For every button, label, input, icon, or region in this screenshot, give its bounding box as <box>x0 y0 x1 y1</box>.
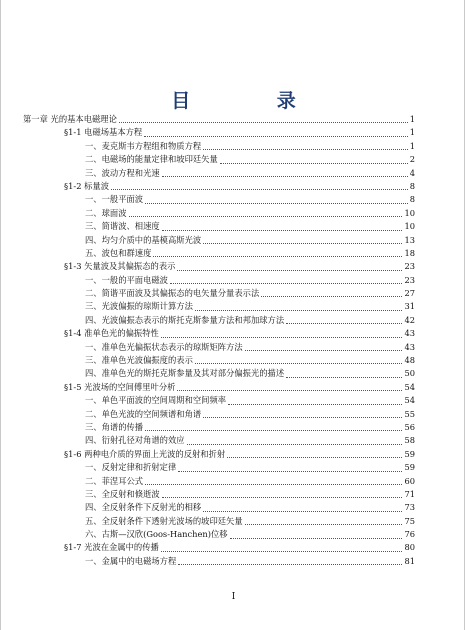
toc-page-number: 1 <box>409 140 415 151</box>
dot-leader <box>144 136 407 137</box>
toc-entry-title: 二、球面波 <box>85 207 127 218</box>
toc-subsection-entry[interactable] <box>1 167 465 180</box>
dot-leader <box>170 283 402 284</box>
toc-page-number: 2 <box>409 154 415 165</box>
toc-subsection-entry[interactable] <box>1 287 465 300</box>
toc-page-number: 73 <box>404 502 415 513</box>
toc-page-number: 10 <box>404 207 415 218</box>
toc-subsection-entry[interactable] <box>1 555 465 568</box>
dot-leader <box>178 471 402 472</box>
toc-entry-title: 四、全反射条件下反射光的相移 <box>85 502 202 513</box>
dot-leader <box>145 484 402 485</box>
toc-entry-title: 五、全反射条件下透射光波场的坡印廷矢量 <box>85 515 243 526</box>
toc-subsection-entry[interactable] <box>1 300 465 313</box>
dot-leader <box>119 122 408 123</box>
toc-subsection-entry[interactable] <box>1 341 465 354</box>
toc-entry-title: 一、一般平面波 <box>85 194 144 205</box>
toc-page-number: 58 <box>404 435 415 446</box>
toc-entry-title: 三、光波偏振的琼斯计算方法 <box>85 301 193 312</box>
toc-page-number: 76 <box>404 529 415 540</box>
toc-section-entry[interactable] <box>1 260 465 273</box>
toc-entry-title: 一、准单色光偏振状态表示的琼斯矩阵方法 <box>85 341 243 352</box>
toc-entry-title: 一、反射定律和折射定律 <box>85 462 177 473</box>
toc-entry-title: 四、衍射孔径对角谱的效应 <box>85 435 185 446</box>
dot-leader <box>203 243 402 244</box>
toc-entry-title: 五、波包和群速度 <box>85 247 152 258</box>
toc-entry-title: 二、菲涅耳公式 <box>85 475 144 486</box>
toc-subsection-entry[interactable] <box>1 408 465 421</box>
toc-entry-title: 四、均匀介质中的基模高斯光波 <box>85 234 202 245</box>
dot-leader <box>161 337 403 338</box>
toc-entry-title: 二、电磁场的能量定律和坡印廷矢量 <box>85 154 218 165</box>
page-title: 目 录 <box>171 90 336 112</box>
toc-page-number: 54 <box>404 381 415 392</box>
dot-leader <box>129 216 403 217</box>
toc-subsection-entry[interactable] <box>1 501 465 514</box>
dot-leader <box>245 524 403 525</box>
dot-leader <box>195 363 403 364</box>
toc-entry-title: §1-1 电磁场基本方程 <box>64 127 143 138</box>
dot-leader <box>178 564 402 565</box>
toc-entry-title: 一、单色平面波的空间周期和空间频率 <box>85 395 227 406</box>
dot-leader <box>203 149 408 150</box>
toc-subsection-entry[interactable] <box>1 394 465 407</box>
toc-page-number: 50 <box>404 368 415 379</box>
dot-leader <box>286 377 402 378</box>
toc-page-number: 42 <box>404 314 415 325</box>
toc-entry-title: §1-7 光波在金属中的传播 <box>64 542 159 553</box>
toc-section-entry[interactable] <box>1 448 465 461</box>
toc-page-number: 31 <box>404 301 415 312</box>
page-number-footer: I <box>231 592 236 602</box>
toc-subsection-entry[interactable] <box>1 488 465 501</box>
dot-leader <box>220 163 408 164</box>
toc-entry-title: 一、麦克斯韦方程组和物质方程 <box>85 140 202 151</box>
toc-chapter-entry[interactable] <box>1 113 465 126</box>
toc-page-number: 8 <box>409 180 415 191</box>
toc-page-number: 1 <box>409 127 415 138</box>
toc-page-number: 59 <box>404 462 415 473</box>
toc-page-number: 8 <box>409 194 415 205</box>
toc-subsection-entry[interactable] <box>1 193 465 206</box>
toc-subsection-entry[interactable] <box>1 515 465 528</box>
dot-leader <box>195 310 403 311</box>
dot-leader <box>153 256 402 257</box>
toc-page-number: 13 <box>404 234 415 245</box>
toc-page-number: 71 <box>404 488 415 499</box>
toc-entry-title: 三、全反射和倏逝波 <box>85 488 160 499</box>
toc-subsection-entry[interactable] <box>1 367 465 380</box>
toc-subsection-entry[interactable] <box>1 220 465 233</box>
toc-subsection-entry[interactable] <box>1 247 465 260</box>
toc-entry-title: §1-5 光波场的空间傅里叶分析 <box>64 381 176 392</box>
dot-leader <box>177 390 402 391</box>
toc-page-number: 10 <box>404 221 415 232</box>
toc-entry-title: 一、一般的平面电磁波 <box>85 274 168 285</box>
dot-leader <box>162 176 408 177</box>
toc-subsection-entry[interactable] <box>1 461 465 474</box>
toc-page-number: 59 <box>404 448 415 459</box>
toc-entry-title: 四、准单色光的斯托克斯参量及其对部分偏振光的描述 <box>85 368 285 379</box>
toc-entry-title: 六、古斯—汉欣(Goos-Hanchen)位移 <box>85 529 228 540</box>
toc-page-number: 60 <box>404 475 415 486</box>
dot-leader <box>261 296 402 297</box>
toc-page-number: 43 <box>404 328 415 339</box>
toc-page-number: 56 <box>404 421 415 432</box>
toc-subsection-entry[interactable] <box>1 314 465 327</box>
toc-subsection-entry[interactable] <box>1 421 465 434</box>
toc-page-number: 55 <box>404 408 415 419</box>
dot-leader <box>161 551 403 552</box>
toc-page-number: 1 <box>409 113 415 124</box>
toc-entry-title: 二、单色光波的空间频谱和角谱 <box>85 408 202 419</box>
dot-leader <box>162 497 403 498</box>
toc-entry-title: 三、简谐波、相速度 <box>85 221 160 232</box>
toc-entry-title: 二、简谐平面波及其偏振态的电矢量分量表示法 <box>85 288 260 299</box>
dot-leader <box>286 323 402 324</box>
toc-entry-title: §1-6 两种电介质的界面上光波的反射和折射 <box>64 448 226 459</box>
toc-section-entry[interactable] <box>1 542 465 555</box>
toc-section-entry[interactable] <box>1 126 465 139</box>
toc-subsection-entry[interactable] <box>1 434 465 447</box>
dot-leader <box>187 444 403 445</box>
toc-subsection-entry[interactable] <box>1 234 465 247</box>
dot-leader <box>177 270 402 271</box>
dot-leader <box>203 511 402 512</box>
toc-page-number: 80 <box>404 542 415 553</box>
toc-section-entry[interactable] <box>1 327 465 340</box>
toc-entry-title: §1-2 标量波 <box>64 180 110 191</box>
toc-page-number: 75 <box>404 515 415 526</box>
toc-entry-title: 四、光波偏振态表示的斯托克斯参量方法和邦加球方法 <box>85 314 285 325</box>
dot-leader <box>203 417 402 418</box>
toc-subsection-entry[interactable] <box>1 153 465 166</box>
toc-subsection-entry[interactable] <box>1 475 465 488</box>
dot-leader <box>162 230 403 231</box>
toc-entry-title: §1-3 矢量波及其偏振态的表示 <box>64 261 176 272</box>
toc-page-number: 4 <box>409 167 415 178</box>
toc-subsection-entry[interactable] <box>1 354 465 367</box>
toc-page-number: 23 <box>404 261 415 272</box>
toc-page-number: 81 <box>404 555 415 566</box>
toc-subsection-entry[interactable] <box>1 140 465 153</box>
toc-page-number: 23 <box>404 274 415 285</box>
toc-page-number: 43 <box>404 341 415 352</box>
toc-page-number: 27 <box>404 288 415 299</box>
dot-leader <box>111 189 408 190</box>
toc-subsection-entry[interactable] <box>1 528 465 541</box>
dot-leader <box>230 538 403 539</box>
dot-leader <box>228 404 402 405</box>
toc-entry-title: 三、波动方程和光速 <box>85 167 160 178</box>
toc-subsection-entry[interactable] <box>1 207 465 220</box>
dot-leader <box>145 430 402 431</box>
toc-entry-title: 三、角谱的传播 <box>85 421 144 432</box>
toc-page-number: 18 <box>404 247 415 258</box>
toc-entry-title: 一、金属中的电磁场方程 <box>85 555 177 566</box>
dot-leader <box>145 203 408 204</box>
dot-leader <box>245 350 403 351</box>
toc-subsection-entry[interactable] <box>1 274 465 287</box>
toc-section-entry[interactable] <box>1 180 465 193</box>
toc-entry-title: 三、准单色光波偏振度的表示 <box>85 355 193 366</box>
toc-section-entry[interactable] <box>1 381 465 394</box>
dot-leader <box>227 457 402 458</box>
toc-page-number: 54 <box>404 395 415 406</box>
table-of-contents <box>1 113 465 568</box>
toc-entry-title: §1-4 准单色光的偏振特性 <box>64 328 159 339</box>
toc-page-number: 48 <box>404 355 415 366</box>
toc-entry-title: 第一章 光的基本电磁理论 <box>23 113 117 124</box>
